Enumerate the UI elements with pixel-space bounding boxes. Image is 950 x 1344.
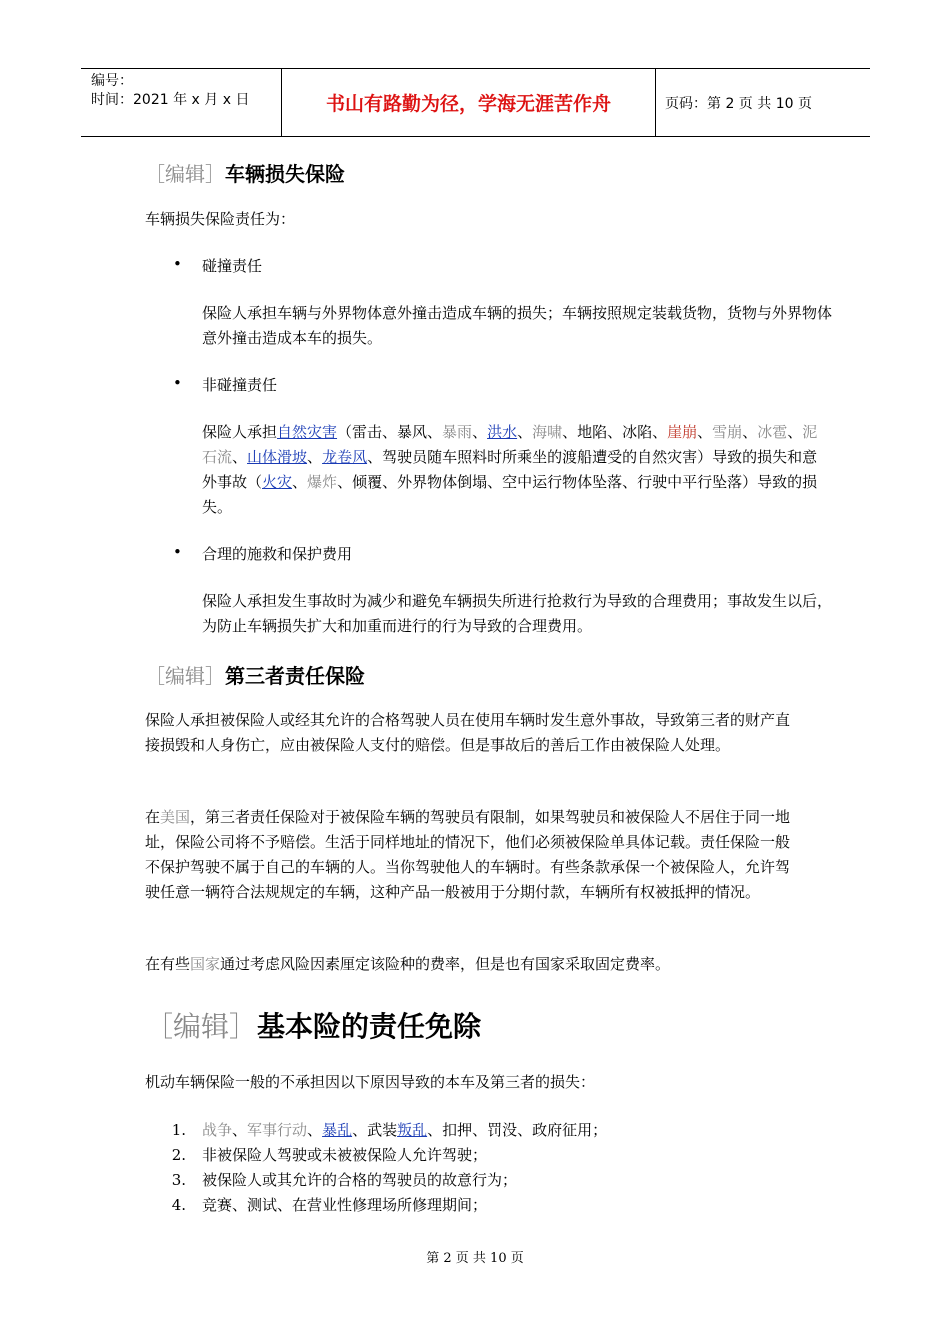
list-number: 4. xyxy=(171,1196,186,1214)
list-item-title: 碰撞责任 xyxy=(202,257,263,275)
paragraph: 在美国，第三者责任保险对于被保险车辆的驾驶员有限制，如果驾驶员和被保险人不居住于同一地址，保险公司将不予赔偿。生活于同样地址的情况下，他们必须被保险单具体记载。责任保险一般不保护驾驶不属于自己的车辆的人。当你驾驶他人的车辆时。有些条款承保一个被保险人，允许驾驶任意一辆符合法规规定的车辆，这种产品一般被用于分期付款，车辆所有权被抵押的情况。 xyxy=(145,808,791,901)
list-item-body: 保险人承担自然灾害（雷击、暴风、暴雨、洪水、海啸、地陷、冰陷、崖崩、雪崩、冰雹、泥石流、山体滑坡、龙卷风、驾驶员随车照料时所乘坐的渡船遭受的自然灾害）导致的损失和意外事故（火灾、爆炸、倾覆、外界物体倒塌、空中运行物体坠落、行驶中平行坠落）导致的损失。 xyxy=(202,423,818,516)
number-label: 编号： xyxy=(91,73,133,89)
link-cliff-collapse[interactable]: 崖崩 xyxy=(667,423,698,441)
link-landslide[interactable]: 山体滑坡 xyxy=(247,448,308,466)
section-title: 基本险的责任免除 xyxy=(257,1010,482,1043)
link-explosion[interactable]: 爆炸 xyxy=(307,473,338,491)
link-hail[interactable]: 冰雹 xyxy=(757,423,788,441)
link-tornado[interactable]: 龙卷风 xyxy=(322,448,368,466)
link-country[interactable]: 国家 xyxy=(190,955,221,973)
link-natural-disaster[interactable]: 自然灾害 xyxy=(277,423,338,441)
page-footer: 第 2 页 共 10 页 xyxy=(426,1251,524,1266)
link-tsunami[interactable]: 海啸 xyxy=(532,423,563,441)
edit-link[interactable]: ［编辑］ xyxy=(145,1010,258,1043)
link-usa[interactable]: 美国 xyxy=(160,808,191,826)
link-riot[interactable]: 暴乱 xyxy=(322,1121,353,1139)
link-flood[interactable]: 洪水 xyxy=(487,423,518,441)
list-number: 3. xyxy=(171,1171,186,1189)
bullet-icon: • xyxy=(173,374,182,392)
list-number: 2. xyxy=(171,1146,186,1164)
section-title: 第三者责任保险 xyxy=(225,664,365,688)
list-item: 非被保险人驾驶或未被被保险人允许驾驶； xyxy=(202,1146,488,1164)
edit-link[interactable]: ［编辑］ xyxy=(145,664,225,688)
list-item: 竞赛、测试、在营业性修理场所修理期间； xyxy=(202,1196,488,1214)
paragraph: 在有些国家通过考虑风险因素厘定该险种的费率，但是也有国家采取固定费率。 xyxy=(145,955,671,973)
link-military-action[interactable]: 军事行动 xyxy=(247,1121,308,1139)
time-label: 时间：2021 年 x 月 x 日 xyxy=(91,92,250,108)
link-rebellion[interactable]: 叛乱 xyxy=(397,1121,428,1139)
list-item: 被保险人或其允许的合格的驾驶员的故意行为； xyxy=(202,1171,518,1189)
header-page-info: 页码：第 2 页 共 10 页 xyxy=(665,95,812,112)
section-heading-exclusions xyxy=(145,1005,481,1045)
section-heading-third-party xyxy=(145,660,365,689)
link-avalanche[interactable]: 雪崩 xyxy=(712,423,743,441)
link-war[interactable]: 战争 xyxy=(202,1121,233,1139)
link-fire[interactable]: 火灾 xyxy=(262,473,293,491)
list-item-title: 合理的施救和保护费用 xyxy=(202,545,353,563)
list-item: 战争、军事行动、暴乱、武装叛乱、扣押、罚没、政府征用； xyxy=(202,1121,608,1139)
bullet-icon: • xyxy=(173,255,182,273)
section-heading-vehicle-loss xyxy=(145,158,345,187)
list-item-body: 保险人承担车辆与外界物体意外撞击造成车辆的损失；车辆按照规定装载货物，货物与外界物体意外撞击造成本车的损失。 xyxy=(202,304,833,347)
list-number: 1. xyxy=(171,1121,186,1139)
link-rainstorm[interactable]: 暴雨 xyxy=(442,423,473,441)
document-header xyxy=(81,68,870,137)
edit-link[interactable]: ［编辑］ xyxy=(145,162,225,186)
header-motto: 书山有路勤为径，学海无涯苦作舟 xyxy=(282,69,656,136)
header-meta xyxy=(81,69,282,136)
list-item-title: 非碰撞责任 xyxy=(202,376,278,394)
section-intro: 机动车辆保险一般的不承担因以下原因导致的本车及第三者的损失： xyxy=(145,1073,596,1091)
bullet-icon: • xyxy=(173,543,182,561)
list-item-body: 保险人承担发生事故时为减少和避免车辆损失所进行抢救行为导致的合理费用；事故发生以后，为防止车辆损失扩大和加重而进行的行为导致的合理费用。 xyxy=(202,592,833,635)
section-intro: 车辆损失保险责任为： xyxy=(145,210,296,228)
paragraph: 保险人承担被保险人或经其允许的合格驾驶人员在使用车辆时发生意外事故，导致第三者的财产直接损毁和人身伤亡，应由被保险人支付的赔偿。但是事故后的善后工作由被保险人处理。 xyxy=(145,711,791,754)
link-mudflow[interactable]: 泥石流 xyxy=(202,423,818,466)
section-title: 车辆损失保险 xyxy=(225,162,345,186)
